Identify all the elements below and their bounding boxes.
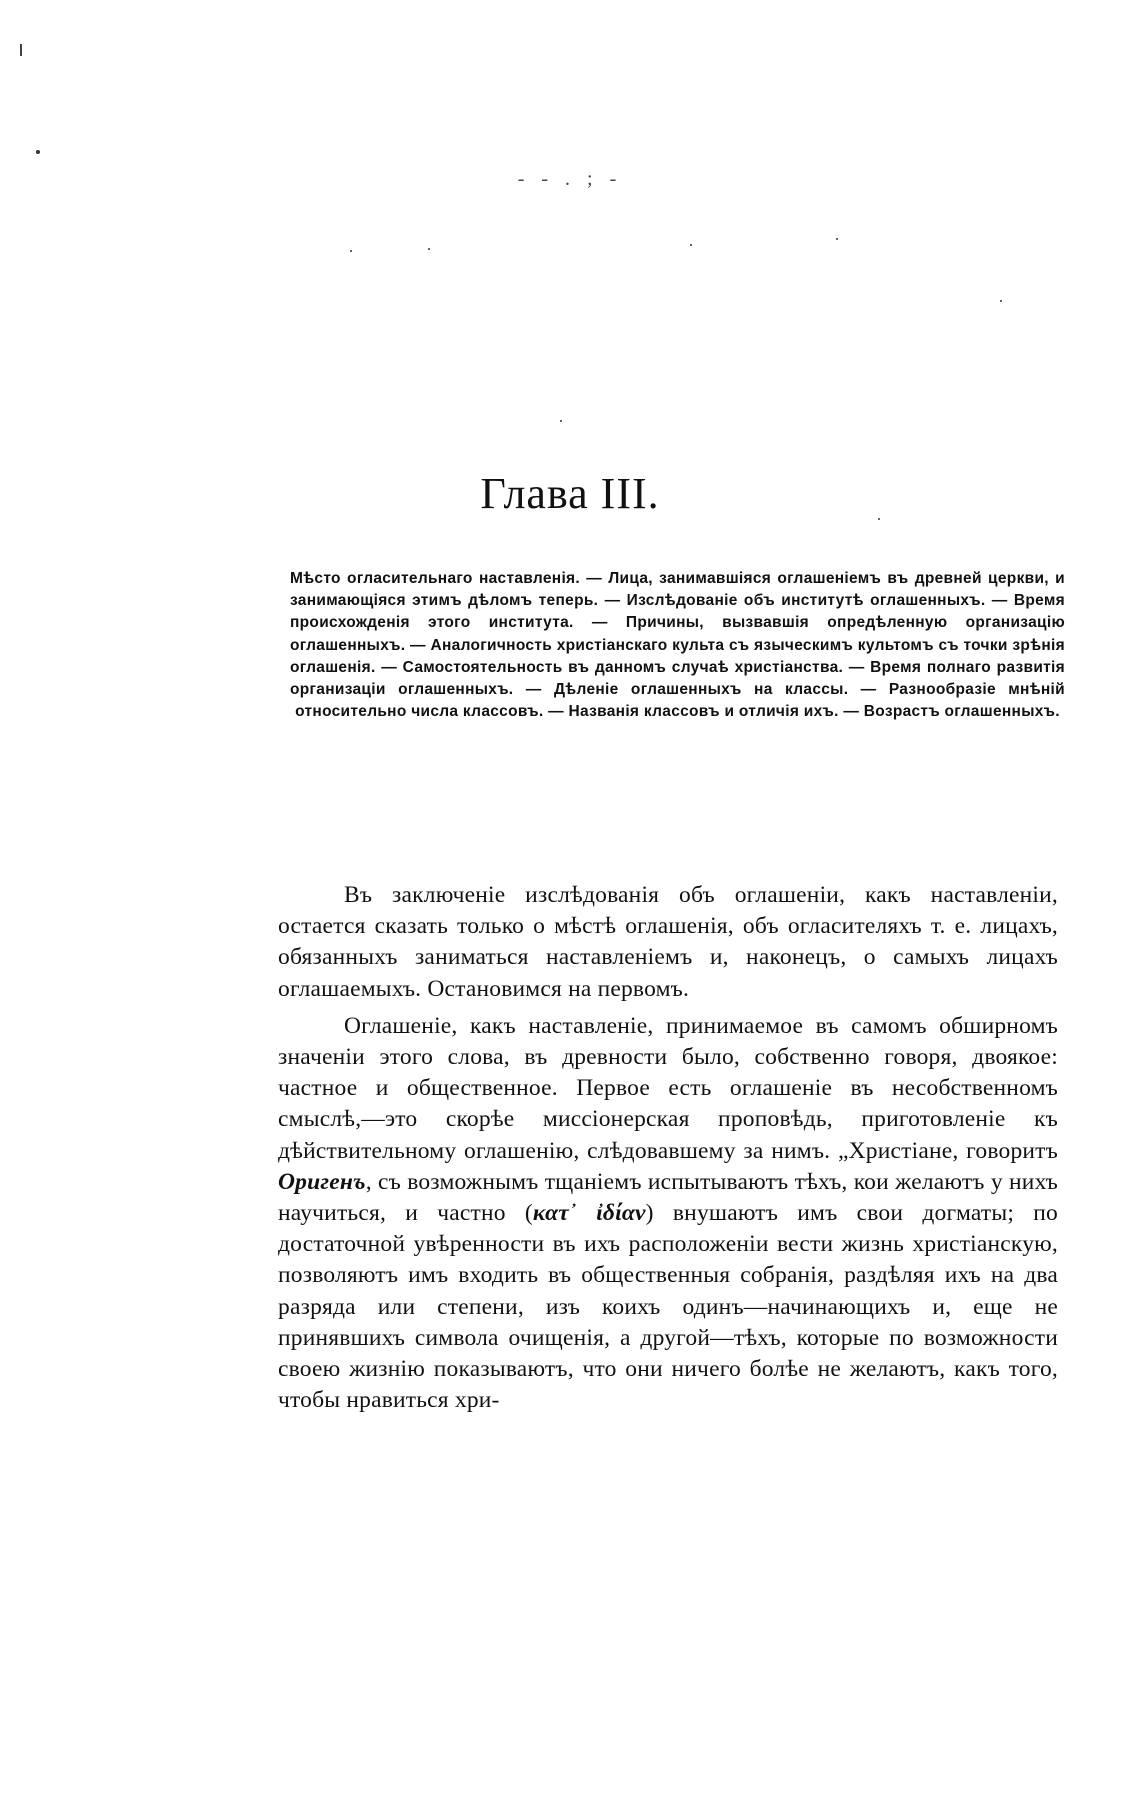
speck (1000, 300, 1002, 302)
speck (690, 244, 692, 246)
chapter-summary: Мѣсто огласительнаго наставленія. — Лица, занимавшіяся оглашеніемъ въ древней церкви, и занимающіяся этимъ дѣломъ теперь. — Изслѣдованіе объ институтѣ оглашенныхъ. — Время происхожденія этого института. — Причины, вызвавшія опредѣленную организацію оглашенныхъ. — Аналогичность христіанскаго культа съ языческимъ культомъ съ точки зрѣнія оглашенія. — Самостоятельность въ данномъ случаѣ христіанства. — Время полнаго развитія организаціи оглашенныхъ. — Дѣленіе оглашенныхъ на классы. — Разнообразіе мнѣній относительно числа классовъ. — Названія классовъ и отличія ихъ. — Возрастъ оглашенныхъ. (290, 570, 1065, 721)
chapter-title: Глава III. (480, 469, 660, 518)
paragraph: Въ заключеніе изслѣдованія объ оглашеніи, какъ наставленіи, остается сказать только о мѣстѣ оглашенія, объ огласителяхъ т. е. лицахъ, обязанныхъ заниматься наставленіемъ и, наконецъ, о самыхъ лицахъ оглашаемыхъ. Остановимся на первомъ. (278, 882, 1058, 1002)
paragraph-text: , съ возможнымъ тщаніемъ испытываютъ тѣхъ, кои желаютъ у нихъ научиться, и частно ( (278, 1168, 1058, 1227)
speck (428, 248, 430, 250)
speck (836, 238, 838, 240)
paragraph-text: Оглашеніе, какъ наставленіе, принимаемое въ самомъ обширномъ значеніи этого слова, въ древности было, собственно говоря, двоякое: частное и общественное. Первое есть оглашеніе въ несобственномъ смыслѣ,—это скорѣе миссіонерская проповѣдь, приготовленіе къ дѣйствительному оглашенію, слѣдовавшему за нимъ. „Христіане, говоритъ (278, 1012, 1058, 1164)
margin-speck (36, 150, 40, 154)
body-text (278, 880, 1058, 1422)
speck (560, 420, 562, 422)
margin-mark (20, 44, 22, 56)
greek-phrase: κατ᾽ ἰδίαν (532, 1200, 646, 1227)
paragraph-text: ) внушаютъ имъ свои догматы; по достаточной увѣренности въ ихъ расположеніи вести жизнь христіанскую, позволяютъ имъ входить въ общественныя собранія, раздѣляя ихъ на два разряда или степени, изъ коихъ одинъ—начинающихъ и, еще не принявшихъ символа очищенія, а другой—тѣхъ, которые по возможности своею жизнію показываютъ, что они ничего болѣе не желаютъ, какъ того, чтобы нравиться хри- (278, 1200, 1058, 1414)
page-number-mark: - - . ; - (517, 168, 623, 190)
author-name: Оригенъ (278, 1168, 366, 1195)
paragraph (278, 1011, 1058, 1417)
speck (350, 250, 352, 252)
